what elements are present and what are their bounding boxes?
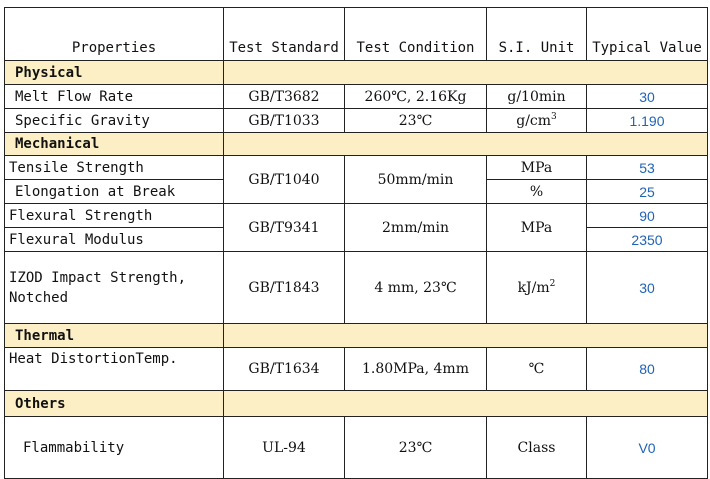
condition-flammability: 23℃ [345,417,487,479]
section-thermal: Thermal [5,324,224,348]
section-physical: Physical [5,61,224,85]
property-flexural-modulus: Flexural Modulus [5,228,224,252]
table-row [5,85,708,109]
value-flammability: V0 [587,417,708,479]
table-row [5,417,708,479]
standard-tensile: GB/T1040 [224,156,345,204]
standard-flammability: UL-94 [224,417,345,479]
section-mechanical: Mechanical [5,133,224,156]
unit-base: g/cm [516,112,552,129]
property-hdt: Heat DistortionTemp. [5,348,224,391]
unit-base: kJ/m [517,279,550,296]
standard-melt-flow-rate: GB/T3682 [224,85,345,109]
header-test-condition: Test Condition [345,8,487,61]
unit-flexural: MPa [487,204,587,252]
unit-elongation: % [487,180,587,204]
section-row-thermal [5,324,708,348]
unit-flammability: Class [487,417,587,479]
standard-flexural: GB/T9341 [224,204,345,252]
section-physical-fill [224,61,708,85]
unit-specific-gravity [487,109,587,133]
value-melt-flow-rate: 30 [587,85,708,109]
unit-exponent: 2 [549,278,556,289]
condition-flexural: 2mm/min [345,204,487,252]
unit-izod [487,252,587,324]
standard-izod: GB/T1843 [224,252,345,324]
property-izod: IZOD Impact Strength, Notched [5,252,224,324]
section-row-physical [5,61,708,85]
header-typical-value: Typical Value [587,8,708,61]
header-test-standard: Test Standard [224,8,345,61]
section-others-fill [224,391,708,417]
condition-hdt: 1.80MPa, 4mm [345,348,487,391]
value-flexural-strength: 90 [587,204,708,228]
property-elongation: Elongation at Break [5,180,224,204]
condition-specific-gravity: 23℃ [345,109,487,133]
standard-hdt: GB/T1634 [224,348,345,391]
section-others: Others [5,391,224,417]
unit-hdt: ℃ [487,348,587,391]
property-melt-flow-rate: Melt Flow Rate [5,85,224,109]
unit-exponent: 3 [551,111,557,122]
properties-table [4,7,708,479]
property-specific-gravity: Specific Gravity [5,109,224,133]
header-row [5,8,708,61]
property-flexural-strength: Flexural Strength [5,204,224,228]
header-unit: S.I. Unit [487,8,587,61]
header-properties: Properties [5,8,224,61]
property-flammability: Flammability [5,417,224,479]
standard-specific-gravity: GB/T1033 [224,109,345,133]
section-row-others [5,391,708,417]
value-flexural-modulus: 2350 [587,228,708,252]
condition-tensile: 50mm/min [345,156,487,204]
condition-izod: 4 mm, 23℃ [345,252,487,324]
value-hdt: 80 [587,348,708,391]
unit-tensile-strength: MPa [487,156,587,180]
property-tensile-strength: Tensile Strength [5,156,224,180]
table-row [5,252,708,324]
condition-melt-flow-rate: 260℃, 2.16Kg [345,85,487,109]
section-mechanical-fill [224,133,708,156]
unit-melt-flow-rate: g/10min [487,85,587,109]
section-thermal-fill [224,324,708,348]
section-row-mechanical [5,133,708,156]
value-izod: 30 [587,252,708,324]
table-row [5,109,708,133]
table-row [5,348,708,391]
table-row [5,156,708,180]
value-tensile-strength: 53 [587,156,708,180]
value-elongation: 25 [587,180,708,204]
value-specific-gravity: 1.190 [587,109,708,133]
table-row [5,204,708,228]
